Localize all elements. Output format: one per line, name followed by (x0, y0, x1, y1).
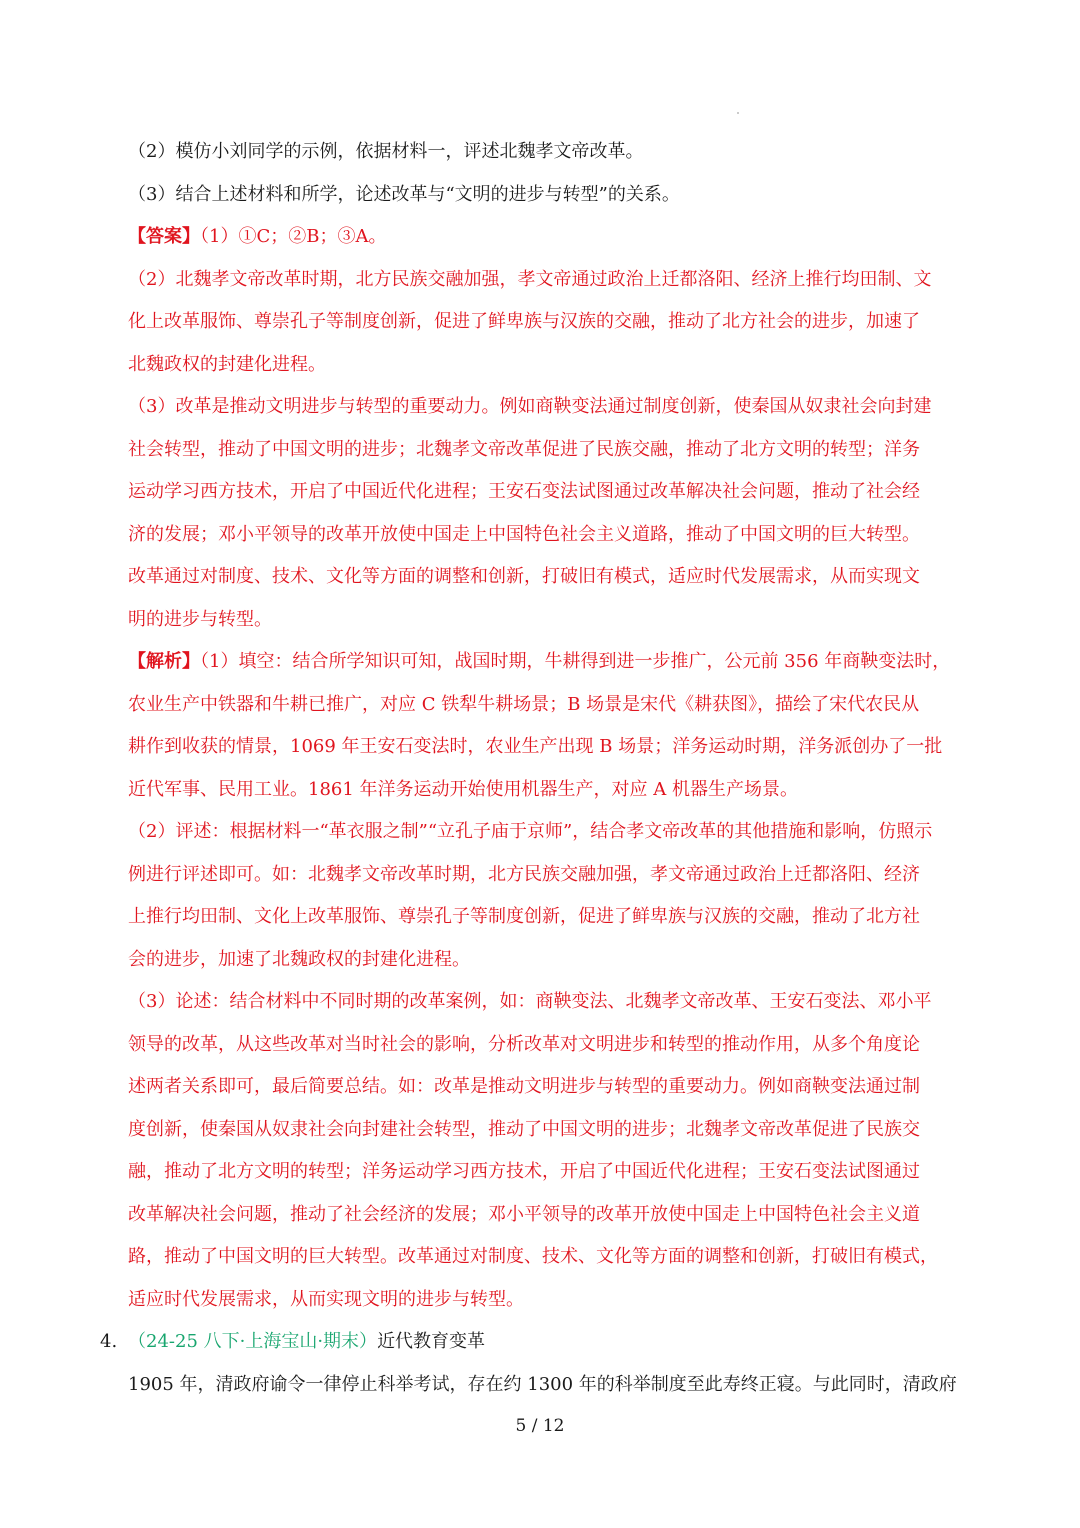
analysis-p2-line: 例进行评述即可。如：北魏孝文帝改革时期，北方民族交融加强，孝文帝通过政治上迁都洛阳、经济 (128, 864, 920, 885)
question-number: 4. (100, 1331, 118, 1352)
analysis-p3-line: 适应时代发展需求，从而实现文明的进步与转型。 (128, 1289, 524, 1310)
analysis-p3-line: 路，推动了中国文明的巨大转型。改革通过对制度、技术、文化等方面的调整和创新，打破旧有模式， (128, 1246, 938, 1267)
analysis-p1-line: 耕作到收获的情景，1069 年王安石变法时，农业生产出现 B 场景；洋务运动时期，洋务派创办了一批 (128, 736, 943, 757)
question-part-3: （3）结合上述材料和所学，论述改革与“文明的进步与转型”的关系。 (128, 184, 680, 205)
analysis-p3-line: 改革解决社会问题，推动了社会经济的发展；邓小平领导的改革开放使中国走上中国特色社会主义道 (128, 1204, 920, 1225)
answer-p3-line: 济的发展；邓小平领导的改革开放使中国走上中国特色社会主义道路，推动了中国文明的巨大转型。 (128, 524, 920, 545)
answer-p3-line: 改革通过对制度、技术、文化等方面的调整和创新，打破旧有模式，适应时代发展需求，从而实现文 (128, 566, 920, 587)
analysis-p1-line: 近代军事、民用工业。1861 年洋务运动开始使用机器生产，对应 A 机器生产场景。 (128, 779, 798, 800)
analysis-p1-first: （1）填空：结合所学知识可知，战国时期，牛耕得到进一步推广，公元前 356 年商鞅变法时， (200, 651, 951, 672)
answer-p3-line: 运动学习西方技术，开启了中国近代化进程；王安石变法试图通过改革解决社会问题，推动了社会经 (128, 481, 920, 502)
question-title: 近代教育变革 (377, 1331, 486, 1352)
analysis-p3-line: （3）论述：结合材料中不同时期的改革案例，如：商鞅变法、北魏孝文帝改革、王安石变法、邓小平 (128, 991, 932, 1012)
analysis-p3-line: 述两者关系即可，最后简要总结。如：改革是推动文明进步与转型的重要动力。例如商鞅变法通过制 (128, 1076, 920, 1097)
analysis-p3-line: 融，推动了北方文明的转型；洋务运动学习西方技术，开启了中国近代化进程；王安石变法试图通过 (128, 1161, 920, 1182)
scan-speck (737, 112, 739, 114)
analysis-p3-line: 度创新，使秦国从奴隶社会向封建社会转型，推动了中国文明的进步；北魏孝文帝改革促进了民族交 (128, 1119, 920, 1140)
question-part-2: （2）模仿小刘同学的示例，依据材料一，评述北魏孝文帝改革。 (128, 141, 644, 162)
analysis-p2-line: 上推行均田制、文化上改革服饰、尊崇孔子等制度创新，促进了鲜卑族与汉族的交融，推动了北方社 (128, 906, 920, 927)
analysis-p3-line: 领导的改革，从这些改革对当时社会的影响，分析改革对文明进步和转型的推动作用，从多个角度论 (128, 1034, 920, 1055)
answer-heading (128, 225, 988, 249)
material-line: 1905 年，清政府谕令一律停止科举考试，存在约 1300 年的科举制度至此寿终正寝。与此同时，清政府 (128, 1374, 957, 1395)
analysis-heading (128, 650, 988, 674)
analysis-p2-line: （2）评述：根据材料一“革衣服之制”“立孔子庙于京师”，结合孝文帝改革的其他措施和影响，仿照示 (128, 821, 933, 842)
answer-part-1: （1）①C；②B；③A。 (200, 226, 387, 247)
answer-tag: 【答案】 (128, 226, 200, 247)
page-number: 5 / 12 (515, 1416, 565, 1436)
answer-p3-line: （3）改革是推动文明进步与转型的重要动力。例如商鞅变法通过制度创新，使秦国从奴隶社会向封建 (128, 396, 932, 417)
answer-p3-line: 社会转型，推动了中国文明的进步；北魏孝文帝改革促进了民族交融，推动了北方文明的转型；洋务 (128, 439, 920, 460)
analysis-tag: 【解析】 (128, 651, 200, 672)
analysis-p1-line: 农业生产中铁器和牛耕已推广，对应 C 铁犁牛耕场景；B 场景是宋代《耕获图》，描绘了宋代农民从 (128, 694, 920, 715)
answer-p2-line: （2）北魏孝文帝改革时期，北方民族交融加强，孝文帝通过政治上迁都洛阳、经济上推行均田制、文 (128, 269, 932, 290)
answer-p3-line: 明的进步与转型。 (128, 609, 272, 630)
question-4-header (128, 1330, 988, 1354)
answer-p2-line: 化上改革服饰、尊崇孔子等制度创新，促进了鲜卑族与汉族的交融，推动了北方社会的进步，加速了 (128, 311, 920, 332)
answer-p2-line: 北魏政权的封建化进程。 (128, 354, 326, 375)
question-source: （24-25 八下·上海宝山·期末） (128, 1331, 378, 1352)
analysis-p2-line: 会的进步，加速了北魏政权的封建化进程。 (128, 949, 470, 970)
